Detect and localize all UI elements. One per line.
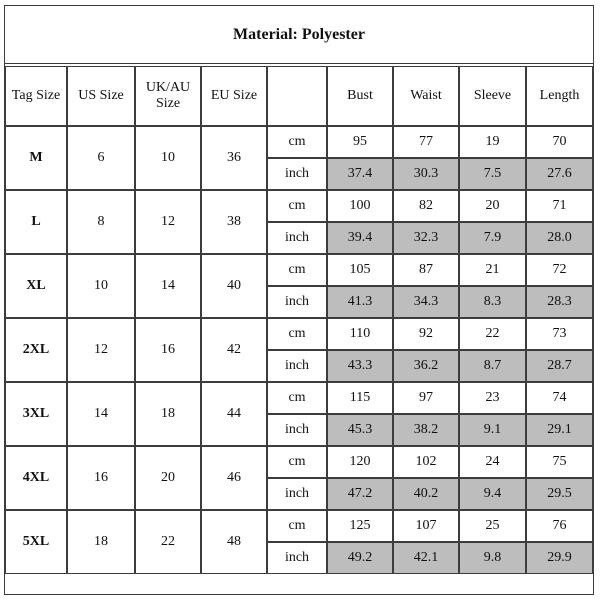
eu-size-cell: 38	[201, 190, 267, 254]
unit-cm-label: cm	[267, 510, 327, 542]
unit-cm-label: cm	[267, 382, 327, 414]
tag-size-cell: 4XL	[5, 446, 67, 510]
length-cm-value: 76	[526, 510, 593, 542]
waist-inch-value: 36.2	[393, 350, 459, 382]
us-size-cell: 16	[67, 446, 135, 510]
size-row-cm	[5, 190, 593, 222]
length-cm-value: 72	[526, 254, 593, 286]
size-row-cm	[5, 318, 593, 350]
size-row-cm	[5, 126, 593, 158]
header-row	[5, 66, 593, 126]
waist-inch-value: 34.3	[393, 286, 459, 318]
waist-cm-value: 92	[393, 318, 459, 350]
bust-cm-value: 110	[327, 318, 393, 350]
header-ukau-size: UK/AU Size	[135, 66, 201, 126]
waist-inch-value: 30.3	[393, 158, 459, 190]
size-row-cm	[5, 446, 593, 478]
sleeve-cm-value: 21	[459, 254, 526, 286]
unit-inch-label: inch	[267, 478, 327, 510]
sleeve-inch-value: 9.8	[459, 542, 526, 574]
length-cm-value: 73	[526, 318, 593, 350]
eu-size-cell: 36	[201, 126, 267, 190]
length-inch-value: 28.3	[526, 286, 593, 318]
header-length: Length	[526, 66, 593, 126]
ukau-size-cell: 12	[135, 190, 201, 254]
bust-inch-value: 49.2	[327, 542, 393, 574]
waist-cm-value: 77	[393, 126, 459, 158]
length-inch-value: 27.6	[526, 158, 593, 190]
waist-cm-value: 97	[393, 382, 459, 414]
ukau-size-cell: 16	[135, 318, 201, 382]
tag-size-cell: M	[5, 126, 67, 190]
length-cm-value: 75	[526, 446, 593, 478]
sleeve-cm-value: 24	[459, 446, 526, 478]
length-inch-value: 29.9	[526, 542, 593, 574]
unit-cm-label: cm	[267, 190, 327, 222]
ukau-size-cell: 18	[135, 382, 201, 446]
waist-inch-value: 40.2	[393, 478, 459, 510]
waist-cm-value: 87	[393, 254, 459, 286]
sleeve-cm-value: 23	[459, 382, 526, 414]
us-size-cell: 10	[67, 254, 135, 318]
bust-inch-value: 37.4	[327, 158, 393, 190]
sleeve-cm-value: 25	[459, 510, 526, 542]
eu-size-cell: 40	[201, 254, 267, 318]
unit-inch-label: inch	[267, 158, 327, 190]
eu-size-cell: 48	[201, 510, 267, 574]
sleeve-inch-value: 9.4	[459, 478, 526, 510]
length-inch-value: 29.1	[526, 414, 593, 446]
unit-inch-label: inch	[267, 542, 327, 574]
eu-size-cell: 44	[201, 382, 267, 446]
unit-inch-label: inch	[267, 350, 327, 382]
bust-cm-value: 125	[327, 510, 393, 542]
length-cm-value: 74	[526, 382, 593, 414]
unit-inch-label: inch	[267, 414, 327, 446]
sleeve-cm-value: 22	[459, 318, 526, 350]
length-cm-value: 71	[526, 190, 593, 222]
length-cm-value: 70	[526, 126, 593, 158]
size-row-cm	[5, 382, 593, 414]
waist-cm-value: 82	[393, 190, 459, 222]
waist-inch-value: 42.1	[393, 542, 459, 574]
bust-inch-value: 47.2	[327, 478, 393, 510]
length-inch-value: 28.7	[526, 350, 593, 382]
tag-size-cell: 2XL	[5, 318, 67, 382]
bust-cm-value: 95	[327, 126, 393, 158]
bust-cm-value: 105	[327, 254, 393, 286]
waist-cm-value: 107	[393, 510, 459, 542]
length-inch-value: 28.0	[526, 222, 593, 254]
unit-inch-label: inch	[267, 222, 327, 254]
us-size-cell: 12	[67, 318, 135, 382]
bust-cm-value: 120	[327, 446, 393, 478]
us-size-cell: 6	[67, 126, 135, 190]
sleeve-inch-value: 9.1	[459, 414, 526, 446]
us-size-cell: 14	[67, 382, 135, 446]
sleeve-cm-value: 19	[459, 126, 526, 158]
sleeve-inch-value: 8.3	[459, 286, 526, 318]
bust-inch-value: 41.3	[327, 286, 393, 318]
tag-size-cell: L	[5, 190, 67, 254]
bust-cm-value: 100	[327, 190, 393, 222]
ukau-size-cell: 22	[135, 510, 201, 574]
size-row-cm	[5, 510, 593, 542]
waist-cm-value: 102	[393, 446, 459, 478]
size-row-cm	[5, 254, 593, 286]
header-waist: Waist	[393, 66, 459, 126]
unit-cm-label: cm	[267, 254, 327, 286]
unit-cm-label: cm	[267, 446, 327, 478]
bust-inch-value: 39.4	[327, 222, 393, 254]
header-tag-size: Tag Size	[5, 66, 67, 126]
tag-size-cell: XL	[5, 254, 67, 318]
sleeve-inch-value: 7.9	[459, 222, 526, 254]
sleeve-inch-value: 7.5	[459, 158, 526, 190]
ukau-size-cell: 20	[135, 446, 201, 510]
bust-inch-value: 45.3	[327, 414, 393, 446]
size-table	[5, 66, 593, 574]
header-bust: Bust	[327, 66, 393, 126]
eu-size-cell: 46	[201, 446, 267, 510]
header-sleeve: Sleeve	[459, 66, 526, 126]
us-size-cell: 18	[67, 510, 135, 574]
header-us-size: US Size	[67, 66, 135, 126]
tag-size-cell: 5XL	[5, 510, 67, 574]
size-chart	[4, 5, 594, 595]
eu-size-cell: 42	[201, 318, 267, 382]
header-eu-size: EU Size	[201, 66, 267, 126]
ukau-size-cell: 14	[135, 254, 201, 318]
sleeve-inch-value: 8.7	[459, 350, 526, 382]
length-inch-value: 29.5	[526, 478, 593, 510]
bust-inch-value: 43.3	[327, 350, 393, 382]
us-size-cell: 8	[67, 190, 135, 254]
tag-size-cell: 3XL	[5, 382, 67, 446]
unit-cm-label: cm	[267, 126, 327, 158]
chart-title: Material: Polyester	[5, 6, 593, 64]
ukau-size-cell: 10	[135, 126, 201, 190]
waist-inch-value: 32.3	[393, 222, 459, 254]
unit-cm-label: cm	[267, 318, 327, 350]
sleeve-cm-value: 20	[459, 190, 526, 222]
unit-inch-label: inch	[267, 286, 327, 318]
bust-cm-value: 115	[327, 382, 393, 414]
header-unit	[267, 66, 327, 126]
waist-inch-value: 38.2	[393, 414, 459, 446]
